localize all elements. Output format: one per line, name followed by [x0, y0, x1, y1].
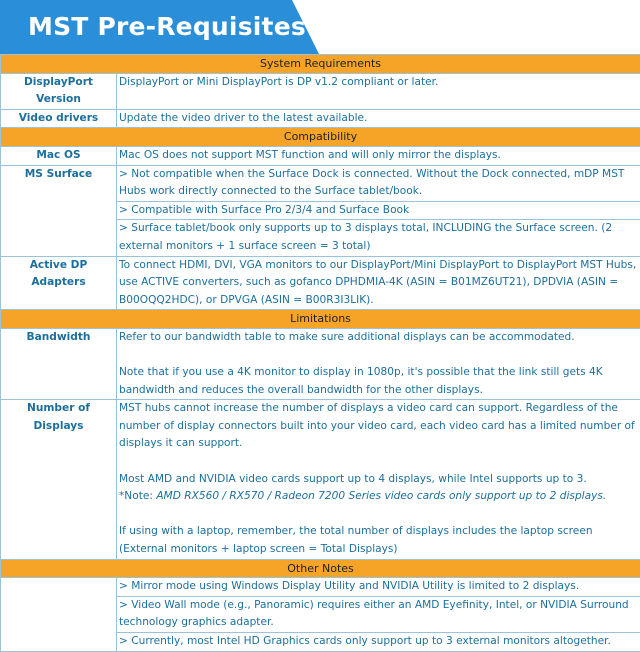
row-text-other-3: > Currently, most Intel HD Graphics cards only support up to 3 external monitors altogether.	[117, 633, 640, 652]
section-row	[1, 128, 640, 147]
row-label-other-notes	[1, 578, 117, 651]
displays-paragraph-3: If using with a laptop, remember, the total number of displays includes the laptop screen (External monitors + laptop screen = Total Displays)	[119, 523, 638, 558]
section-compatibility: Compatibility	[1, 128, 640, 147]
row-text-number-of-displays	[117, 400, 640, 559]
row-label-mac-os: Mac OS	[1, 146, 117, 165]
row-label-ms-surface: MS Surface	[1, 165, 117, 256]
row-label-dp-version: DisplayPort Version	[1, 73, 117, 109]
row-label-bandwidth: Bandwidth	[1, 328, 117, 399]
row-label-video-drivers: Video drivers	[1, 109, 117, 128]
table-row	[1, 165, 640, 201]
section-row	[1, 55, 640, 74]
table-row	[1, 578, 640, 597]
requirements-table	[0, 54, 640, 652]
section-other-notes: Other Notes	[1, 559, 640, 578]
table-row	[1, 256, 640, 310]
row-text-other-1: > Mirror mode using Windows Display Utility and NVIDIA Utility is limited to 2 displays.	[117, 578, 640, 597]
table-row	[1, 73, 640, 109]
row-text-bandwidth	[117, 328, 640, 399]
row-text-ms-surface-1: > Not compatible when the Surface Dock is connected. Without the Dock connected, mDP MST Hubs work directly connected to the Surface tablet/book.	[117, 165, 640, 201]
paragraph-gap	[119, 347, 638, 365]
row-text-ms-surface-3: > Surface tablet/book only supports up to 3 displays total, INCLUDING the Surface screen. (2 external monitors + 1 surface screen = 3 total)	[117, 220, 640, 256]
table-row	[1, 328, 640, 399]
row-text-active-dp: To connect HDMI, DVI, VGA monitors to our DisplayPort/Mini DisplayPort to DisplayPort MST Hubs, use ACTIVE converters, such as gofanco DPHDMIA-4K (ASIN = B01MZ6UT21), DPDVIA (ASIN = B00OQQ2HDC), or DPVGA (ASIN = B00R3I3LIK).	[117, 256, 640, 310]
paragraph-gap	[119, 506, 638, 524]
bandwidth-paragraph-1: Refer to our bandwidth table to make sure additional displays can be accommodated.	[119, 329, 638, 347]
note-prefix: *Note:	[119, 490, 156, 502]
section-system-requirements: System Requirements	[1, 55, 640, 74]
page-header	[0, 0, 640, 56]
section-row	[1, 559, 640, 578]
row-text-mac-os: Mac OS does not support MST function and will only mirror the displays.	[117, 146, 640, 165]
bandwidth-paragraph-2: Note that if you use a 4K monitor to display in 1080p, it's possible that the link still gets 4K bandwidth and reduces the overall bandwidth for the other displays.	[119, 364, 638, 399]
table-row	[1, 146, 640, 165]
section-row	[1, 310, 640, 329]
table-row	[1, 400, 640, 559]
row-text-dp-version: DisplayPort or Mini DisplayPort is DP v1.2 compliant or later.	[117, 73, 640, 109]
displays-paragraph-1: MST hubs cannot increase the number of displays a video card can support. Regardless of the number of display connectors built into your video card, each video card has a limited number of displays it can support.	[119, 400, 638, 453]
row-label-active-dp: Active DP Adapters	[1, 256, 117, 310]
displays-paragraph-2: Most AMD and NVIDIA video cards support up to 4 displays, while Intel supports up to 3.	[119, 471, 638, 489]
section-limitations: Limitations	[1, 310, 640, 329]
page-title: MST Pre-Requisites	[28, 12, 306, 41]
note-italic: AMD RX560 / RX570 / Radeon 7200 Series video cards only support up to 2 displays.	[156, 490, 606, 502]
row-text-ms-surface-2: > Compatible with Surface Pro 2/3/4 and Surface Book	[117, 201, 640, 220]
row-text-other-2: > Video Wall mode (e.g., Panoramic) requires either an AMD Eyefinity, Intel, or NVIDIA Surround technology graphics adapter.	[117, 596, 640, 632]
table-row	[1, 109, 640, 128]
row-label-number-of-displays: Number of Displays	[1, 400, 117, 559]
paragraph-gap	[119, 453, 638, 471]
row-text-video-drivers: Update the video driver to the latest available.	[117, 109, 640, 128]
displays-note	[119, 488, 638, 506]
